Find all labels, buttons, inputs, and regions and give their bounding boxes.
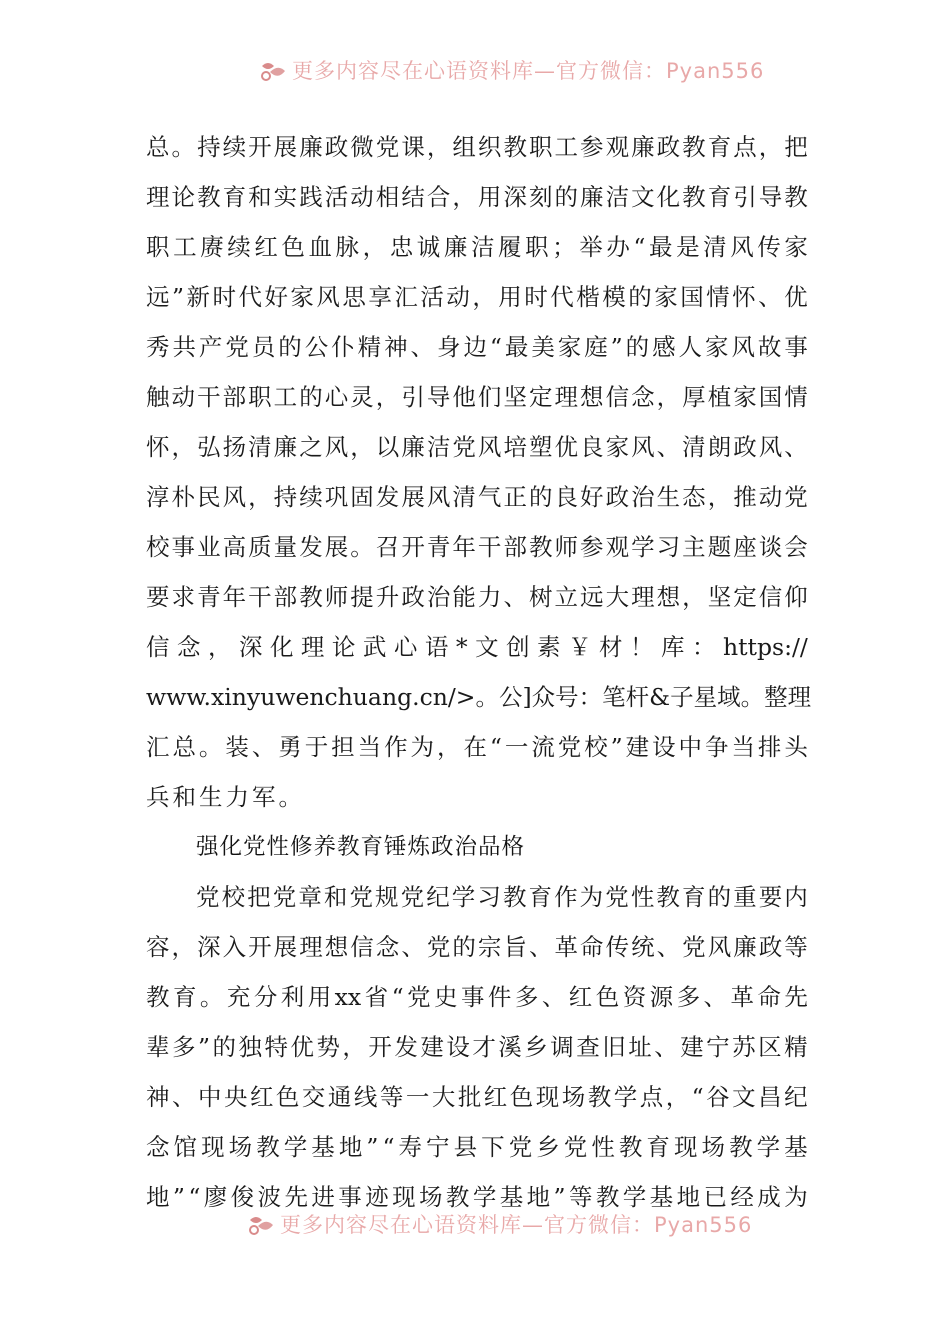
text-line: 党 校 把 党 章 和 党 规 党 纪 学 习 教 育 作 为 党 性 教 育 的 重 要 内 [196,883,808,911]
watermark-text: 更多内容尽在心语资料库—官方微信：Pyan556 [292,59,765,83]
text-line: 念 馆 现 场 教 学 基 地 ” “ 寿 宁 县 下 党 乡 党 性 教 育 现 场 教 学 基 [146,1133,808,1161]
text-line: 信 念 ， 深 化 理 论 武 心 语 * 文 创 素 ￥ 材 ！ 库 ： https:// [146,633,808,661]
text-line: 职 工 赓 续 红 色 血 脉 ， 忠 诚 廉 洁 履 职 ； 举 办 “ 最 是 清 风 传 家 [146,233,808,261]
text-line: www.xinyuwenchuang.cn/> 。 公 ] 众 号 ： 笔 杆 & 子 星 域 。 整 理 [146,683,812,711]
watermark-logo-icon [258,58,288,84]
text-line: 远 ” 新 时 代 好 家 风 思 享 汇 活 动 ， 用 时 代 楷 模 的 家 国 情 怀 、 优 [146,283,808,311]
text-line: 要 求 青 年 干 部 教 师 提 升 政 治 能 力 、 树 立 远 大 理 想 ， 坚 定 信 仰 [146,583,808,611]
watermark-top [0,56,950,84]
text-line: 教 育 。 充 分 利 用 xx 省 “ 党 史 事 件 多 、 红 色 资 源 多 、 革 命 先 [146,983,808,1011]
document-body [146,122,812,1222]
watermark-logo-icon [246,1212,276,1238]
text-line: 理 论 教 育 和 实 践 活 动 相 结 合 ， 用 深 刻 的 廉 洁 文 化 教 育 引 导 教 [146,183,808,211]
text-line: 秀 共 产 党 员 的 公 仆 精 神 、 身 边 “ 最 美 家 庭 ” 的 感 人 家 风 故 事 [146,333,808,361]
text-line: 地 ” “ 廖 俊 波 先 进 事 迹 现 场 教 学 基 地 ” 等 教 学 基 地 已 经 成 为 [146,1183,808,1211]
text-line: 汇 总 。 装 、 勇 于 担 当 作 为 ， 在 “ 一 流 党 校 ” 建 设 中 争 当 排 头 [146,733,808,761]
paragraph-1 [146,122,812,822]
text-line: 神 、 中 央 红 色 交 通 线 等 一 大 批 红 色 现 场 教 学 点 ， “ 谷 文 昌 纪 [146,1083,808,1111]
text-line: 校 事 业 高 质 量 发 展 。 召 开 青 年 干 部 教 师 参 观 学 习 主 题 座 谈 会 [146,533,808,561]
text-line: 总 。 持 续 开 展 廉 政 微 党 课 ， 组 织 教 职 工 参 观 廉 政 教 育 点 ， 把 [146,133,808,161]
text-line: 触 动 干 部 职 工 的 心 灵 ， 引 导 他 们 坚 定 理 想 信 念 ， 厚 植 家 国 情 [146,383,808,411]
watermark-bottom [0,1212,950,1240]
text-line: 容 ， 深 入 开 展 理 想 信 念 、 党 的 宗 旨 、 革 命 传 统 、 党 风 廉 政 等 [146,933,808,961]
section-heading: 强化党性修养教育锤炼政治品格 [196,834,526,860]
text-line: 辈 多 ” 的 独 特 优 势 ， 开 发 建 设 才 溪 乡 调 查 旧 址 、 建 宁 苏 区 精 [146,1033,808,1061]
text-line: 怀 ， 弘 扬 清 廉 之 风 ， 以 廉 洁 党 风 培 塑 优 良 家 风 、 清 朗 政 风 、 [146,433,808,461]
paragraph-2 [146,872,808,1222]
watermark-text: 更多内容尽在心语资料库—官方微信：Pyan556 [280,1213,753,1237]
text-line: 兵和生力军。 [146,783,305,811]
text-line: 淳 朴 民 风 ， 持 续 巩 固 发 展 风 清 气 正 的 良 好 政 治 生 态 ， 推 动 党 [146,483,808,511]
